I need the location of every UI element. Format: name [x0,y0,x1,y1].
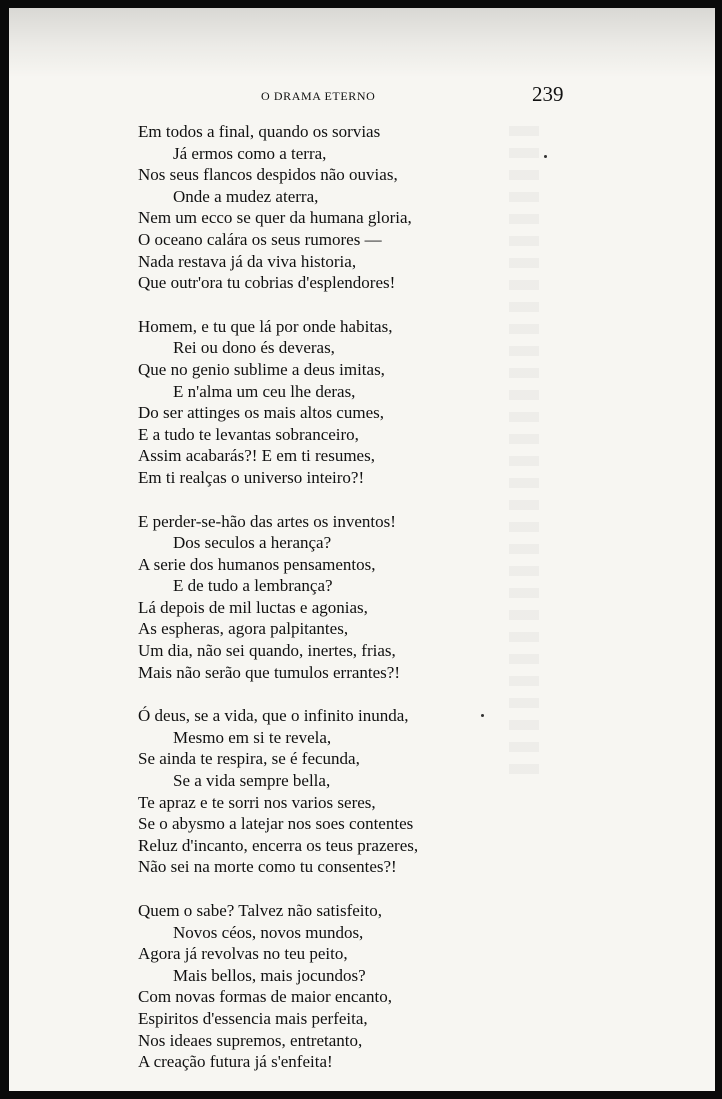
verse-line: E de tudo a lembrança? [173,576,333,596]
verse-line: Que no genio sublime a deus imitas, [138,359,385,379]
verse-line: Nada restava já da viva historia, [138,251,357,271]
verse-line: Onde a mudez aterra, [173,186,319,206]
verse-line: E n'alma um ceu lhe deras, [173,381,356,401]
verse-line: Novos céos, novos mundos, [173,922,364,942]
verse-line: Espiritos d'essencia mais perfeita, [138,1008,368,1028]
verse-line: Assim acabarás?! E em ti resumes, [138,446,375,466]
verse-line: Ó deus, se a vida, que o infinito inunda, [138,706,409,726]
stanza [138,121,578,294]
verse-line: E perder-se-hão das artes os inventos! [138,511,396,531]
verse-line: Que outr'ora tu cobrias d'esplendores! [138,273,396,293]
verse-line: Homem, e tu que lá por onde habitas, [138,316,393,336]
book-page [9,8,715,1091]
verse-line: Não sei na morte como tu consentes?! [138,857,397,877]
verse-line: Se ainda te respira, se é fecunda, [138,749,360,769]
verse-line: Reluz d'incanto, encerra os teus prazeres, [138,835,419,855]
verse-line: Mais não serão que tumulos errantes?! [138,662,400,682]
verse-line: Em todos a final, quando os sorvias [138,122,381,141]
verse-line: Se o abysmo a latejar nos soes contentes [138,814,414,834]
verse-line: Já ermos como a terra, [173,143,327,163]
verse-line: Do ser attinges os mais altos cumes, [138,403,384,423]
verse-line: E a tudo te levantas sobranceiro, [138,424,359,444]
running-head: O DRAMA ETERNO [261,89,376,103]
page-number: 239 [532,82,564,106]
verse-line: Um dia, não sei quando, inertes, frias, [138,641,396,661]
verse-line: Em ti realças o universo inteiro?! [138,467,365,487]
verse-line: Nem um ecco se quer da humana gloria, [138,208,412,228]
poem-body [138,121,578,1091]
verse-line: Mais bellos, mais jocundos? [173,965,366,985]
verse-line: A creação futura já s'enfeita! [138,1052,333,1072]
verse-line: Dos seculos a herança? [173,533,332,553]
stanza [138,900,578,1073]
verse-line: As espheras, agora palpitantes, [138,619,349,639]
stanza [138,316,578,489]
verse-line: O oceano calára os seus rumores — [138,229,382,249]
verse-line: Agora já revolvas no teu peito, [138,944,348,964]
verse-line: A serie dos humanos pensamentos, [138,554,376,574]
verse-line: Com novas formas de maior encanto, [138,987,392,1007]
verse-line: Nos seus flancos despidos não ouvias, [138,165,398,185]
stanza [138,511,578,684]
verse-line: Se a vida sempre bella, [173,771,331,791]
verse-line: Rei ou dono és deveras, [173,338,335,358]
scan-shadow [9,8,715,78]
verse-line: Mesmo em si te revela, [173,727,332,747]
verse-line: Nos ideaes supremos, entretanto, [138,1030,363,1050]
verse-line: Te apraz e te sorri nos varios seres, [138,792,376,812]
stanza [138,705,578,878]
verse-line: Quem o sabe? Talvez não satisfeito, [138,901,382,920]
verse-line: Lá depois de mil luctas e agonias, [138,597,368,617]
